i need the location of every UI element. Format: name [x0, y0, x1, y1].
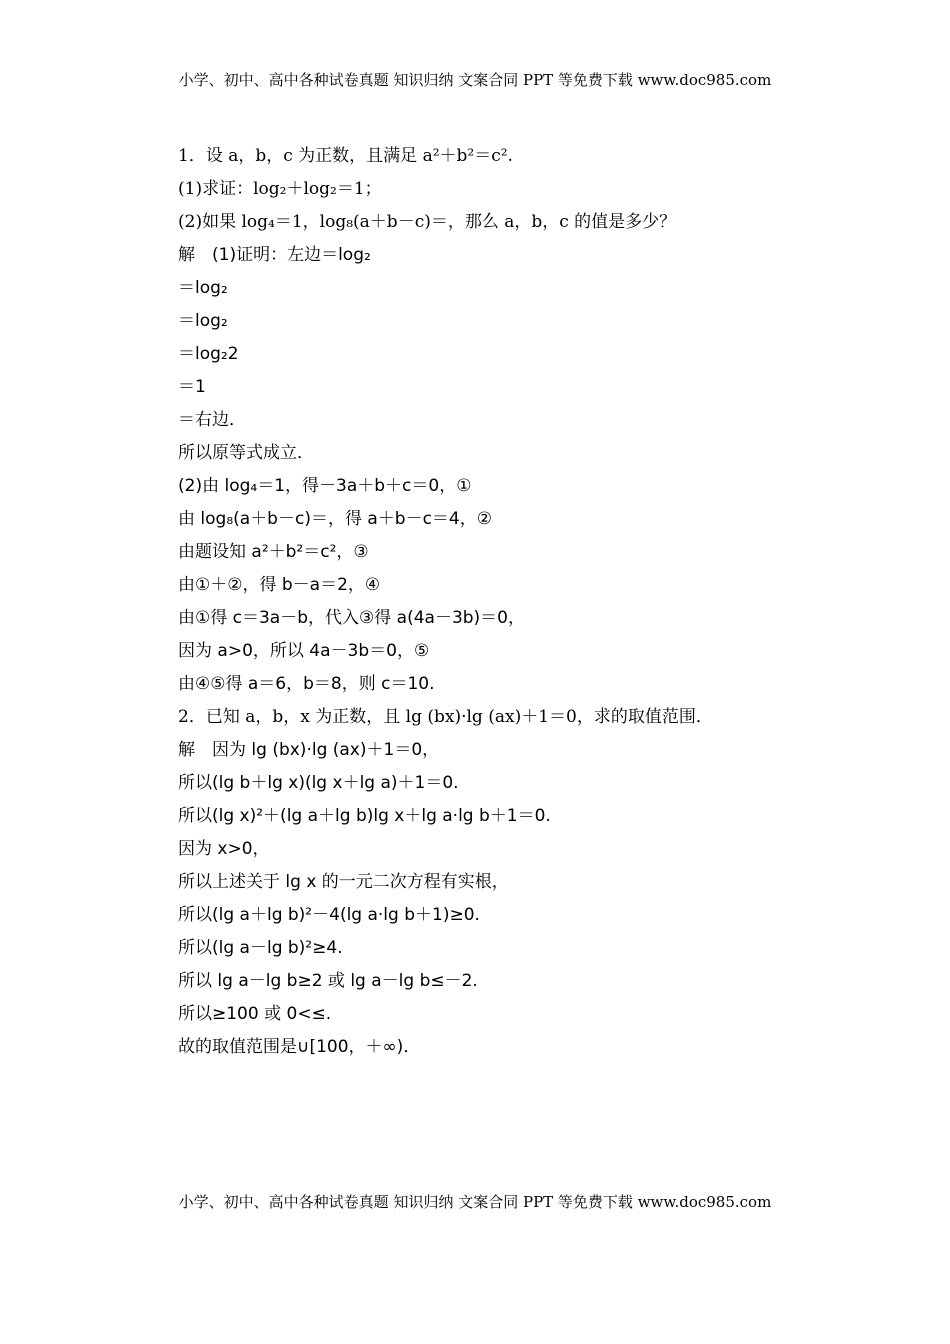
solution-line: 由①得 c＝3a－b，代入③得 a(4a－3b)＝0， — [178, 608, 525, 628]
solution-line: ＝1 — [178, 377, 206, 397]
solution-line: 由题设知 a²＋b²＝c²，③ — [178, 542, 369, 562]
solution-line: 所以上述关于 lg x 的一元二次方程有实根， — [178, 872, 509, 892]
solution-line: (2)由 log₄＝1，得－3a＋b＋c＝0，① — [178, 476, 472, 496]
solution-line: 因为 x>0， — [178, 839, 270, 859]
problem-2-statement: 2．已知 a，b，x 为正数，且 lg (bx)·lg (ax)＋1＝0，求的取值范围． — [178, 707, 713, 727]
solution-line: 所以(lg x)²＋(lg a＋lg b)lg x＋lg a·lg b＋1＝0. — [178, 806, 551, 826]
solution-line: ＝右边． — [178, 410, 246, 430]
solution-line: 所以 lg a－lg b≥2 或 lg a－lg b≤－2. — [178, 971, 478, 991]
solution-line: ＝log₂ — [178, 278, 228, 298]
problem-1-part-1: (1)求证：log₂＋log₂＝1； — [178, 179, 382, 199]
solution-line: ＝log₂ — [178, 311, 228, 331]
solution-line: 故的取值范围是∪[100，＋∞)． — [178, 1037, 421, 1057]
page-footer: 小学、初中、高中各种试卷真题 知识归纳 文案合同 PPT 等免费下载 www.doc985.com — [178, 1193, 772, 1211]
solution-line: 由 log₈(a＋b－c)＝，得 a＋b－c＝4，② — [178, 509, 492, 529]
page-header: 小学、初中、高中各种试卷真题 知识归纳 文案合同 PPT 等免费下载 www.doc985.com — [178, 71, 772, 89]
solution-line: 所以(lg b＋lg x)(lg x＋lg a)＋1＝0. — [178, 773, 459, 793]
solution-line: 解 (1)证明：左边＝log₂ — [178, 245, 371, 265]
solution-line: 由④⑤得 a＝6，b＝8，则 c＝10. — [178, 674, 435, 694]
solution-line: 因为 a>0，所以 4a－3b＝0，⑤ — [178, 641, 430, 661]
solution-line: 所以≥100 或 0<≤. — [178, 1004, 332, 1024]
solution-line: 所以(lg a－lg b)²≥4. — [178, 938, 343, 958]
solution-line: 所以原等式成立． — [178, 443, 314, 463]
document-body — [178, 142, 778, 1066]
problem-1-statement: 1．设 a，b，c 为正数，且满足 a²＋b²＝c². — [178, 146, 513, 166]
solution-line: 解 因为 lg (bx)·lg (ax)＋1＝0， — [178, 740, 440, 760]
solution-line: ＝log₂2 — [178, 344, 239, 364]
solution-line: 由①＋②，得 b－a＝2，④ — [178, 575, 381, 595]
solution-line: 所以(lg a＋lg b)²－4(lg a·lg b＋1)≥0. — [178, 905, 480, 925]
problem-1-part-2: (2)如果 log₄＝1，log₈(a＋b－c)＝，那么 a，b，c 的值是多少？ — [178, 212, 677, 232]
